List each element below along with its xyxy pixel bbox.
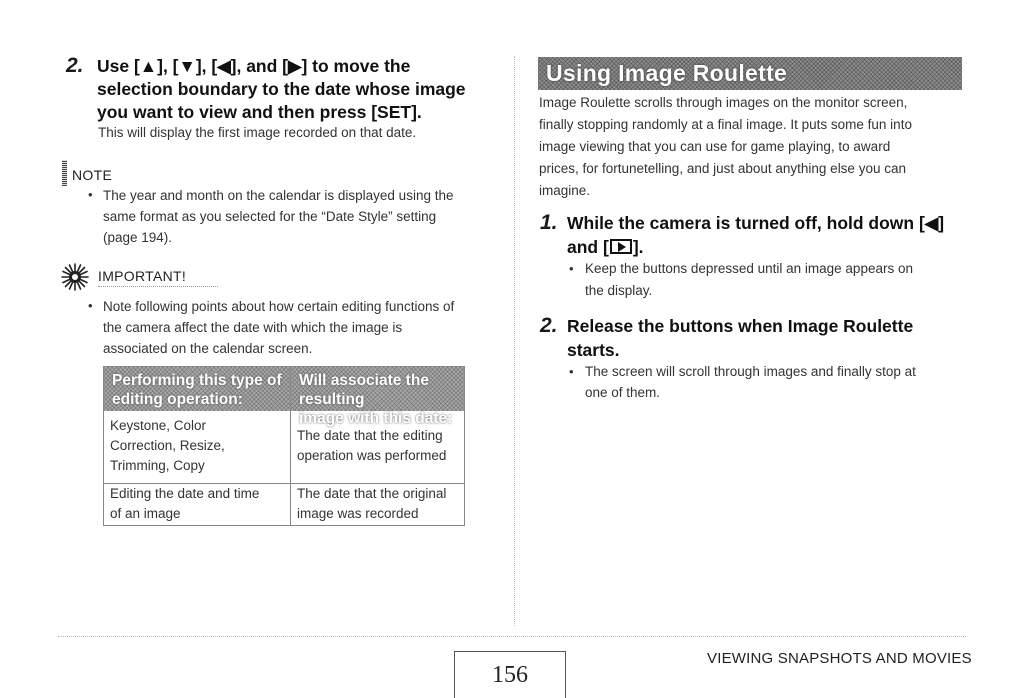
- edit-date-table: [103, 366, 465, 526]
- table-header-operation-line-1: Performing this type of: [112, 372, 282, 389]
- step-1-line-2-suffix: ].: [632, 237, 644, 257]
- step-1-line-2-prefix: and [: [567, 237, 609, 257]
- table-header-date-line-2: image with this date:: [299, 410, 453, 427]
- intro-line-3: image viewing that you can use for game playing, to award: [539, 139, 891, 154]
- step-2-number: 2.: [66, 54, 84, 77]
- note-label: NOTE: [72, 167, 113, 183]
- step-2-title-line-1: Use [▲], [▼], [◀], and [▶] to move the: [97, 56, 411, 76]
- table-cell-line: The date that the editing: [297, 428, 443, 443]
- bullet-dot: •: [88, 298, 93, 313]
- intro-line-2: finally stopping randomly at a final image. It puts some fun into: [539, 117, 912, 132]
- table-header-operation-line-2: editing operation:: [112, 391, 243, 408]
- table-cell-line: Correction, Resize,: [110, 438, 225, 453]
- step-2-right-number: 2.: [540, 314, 558, 337]
- bullet-dot: •: [88, 187, 93, 202]
- table-cell-line: Editing the date and time: [110, 486, 260, 501]
- step-2-title-line-2: selection boundary to the date whose image: [97, 79, 466, 99]
- important-line-1: Note following points about how certain editing functions of: [103, 299, 455, 314]
- playback-icon: [610, 239, 632, 254]
- note-line-3: (page 194).: [103, 230, 173, 245]
- step-1-bullet-line-1: Keep the buttons depressed until an image appears on: [585, 261, 913, 276]
- table-row-1-operation: [104, 416, 290, 476]
- table-header-date: [290, 367, 464, 427]
- bullet-dot: •: [569, 261, 574, 276]
- table-cell-line: of an image: [110, 506, 181, 521]
- table-header-date-line-1: Will associate the resulting: [299, 372, 429, 408]
- step-2-right-bullet-line-2: one of them.: [585, 385, 661, 400]
- column-divider: [514, 56, 515, 626]
- footer-section-title: VIEWING SNAPSHOTS AND MOVIES: [707, 650, 972, 667]
- step-2-description: This will display the first image recorded on that date.: [98, 125, 417, 140]
- section-title-bar: [538, 57, 962, 90]
- important-line-2: the camera affect the date with which the image is: [103, 320, 403, 335]
- step-2-title-line-3: you want to view and then press [SET].: [97, 102, 422, 122]
- table-cell-line: The date that the original: [297, 486, 447, 501]
- note-line-2: same format as you selected for the “Date Style” setting: [103, 209, 437, 224]
- important-label: IMPORTANT!: [98, 268, 187, 284]
- step-2-right-title-line-2: starts.: [567, 340, 620, 360]
- step-1-title-line-1: While the camera is turned off, hold down [◀]: [567, 213, 945, 233]
- table-row-2-operation: [104, 484, 290, 524]
- table-header-operation: [104, 367, 290, 411]
- note-marker: [62, 160, 67, 186]
- important-underline: [98, 286, 218, 287]
- step-2-right-bullet-line-1: The screen will scroll through images and finally stop at: [585, 364, 916, 379]
- section-title: Using Image Roulette: [546, 60, 788, 86]
- step-1-number: 1.: [540, 211, 558, 234]
- table-cell-line: Keystone, Color: [110, 418, 207, 433]
- important-burst-icon: [60, 262, 90, 297]
- table-cell-line: operation was performed: [297, 448, 447, 463]
- table-cell-line: Trimming, Copy: [110, 458, 205, 473]
- page-number: 156: [454, 651, 566, 698]
- table-cell-line: image was recorded: [297, 506, 419, 521]
- important-line-3: associated on the calendar screen.: [103, 341, 313, 356]
- table-row-1-date: [291, 426, 463, 466]
- note-line-1: The year and month on the calendar is displayed using the: [103, 188, 454, 203]
- table-row-2-date: [291, 484, 463, 524]
- intro-line-5: imagine.: [539, 183, 591, 198]
- step-2-right-title-line-1: Release the buttons when Image Roulette: [567, 316, 914, 336]
- bullet-dot: •: [569, 364, 574, 379]
- step-1-title-line-2: [567, 236, 644, 259]
- step-1-bullet-line-2: the display.: [585, 283, 653, 298]
- footer-divider: [58, 636, 966, 637]
- intro-line-1: Image Roulette scrolls through images on the monitor screen,: [539, 95, 908, 110]
- intro-line-4: prices, for fortunetelling, and just about anything else you can: [539, 161, 906, 176]
